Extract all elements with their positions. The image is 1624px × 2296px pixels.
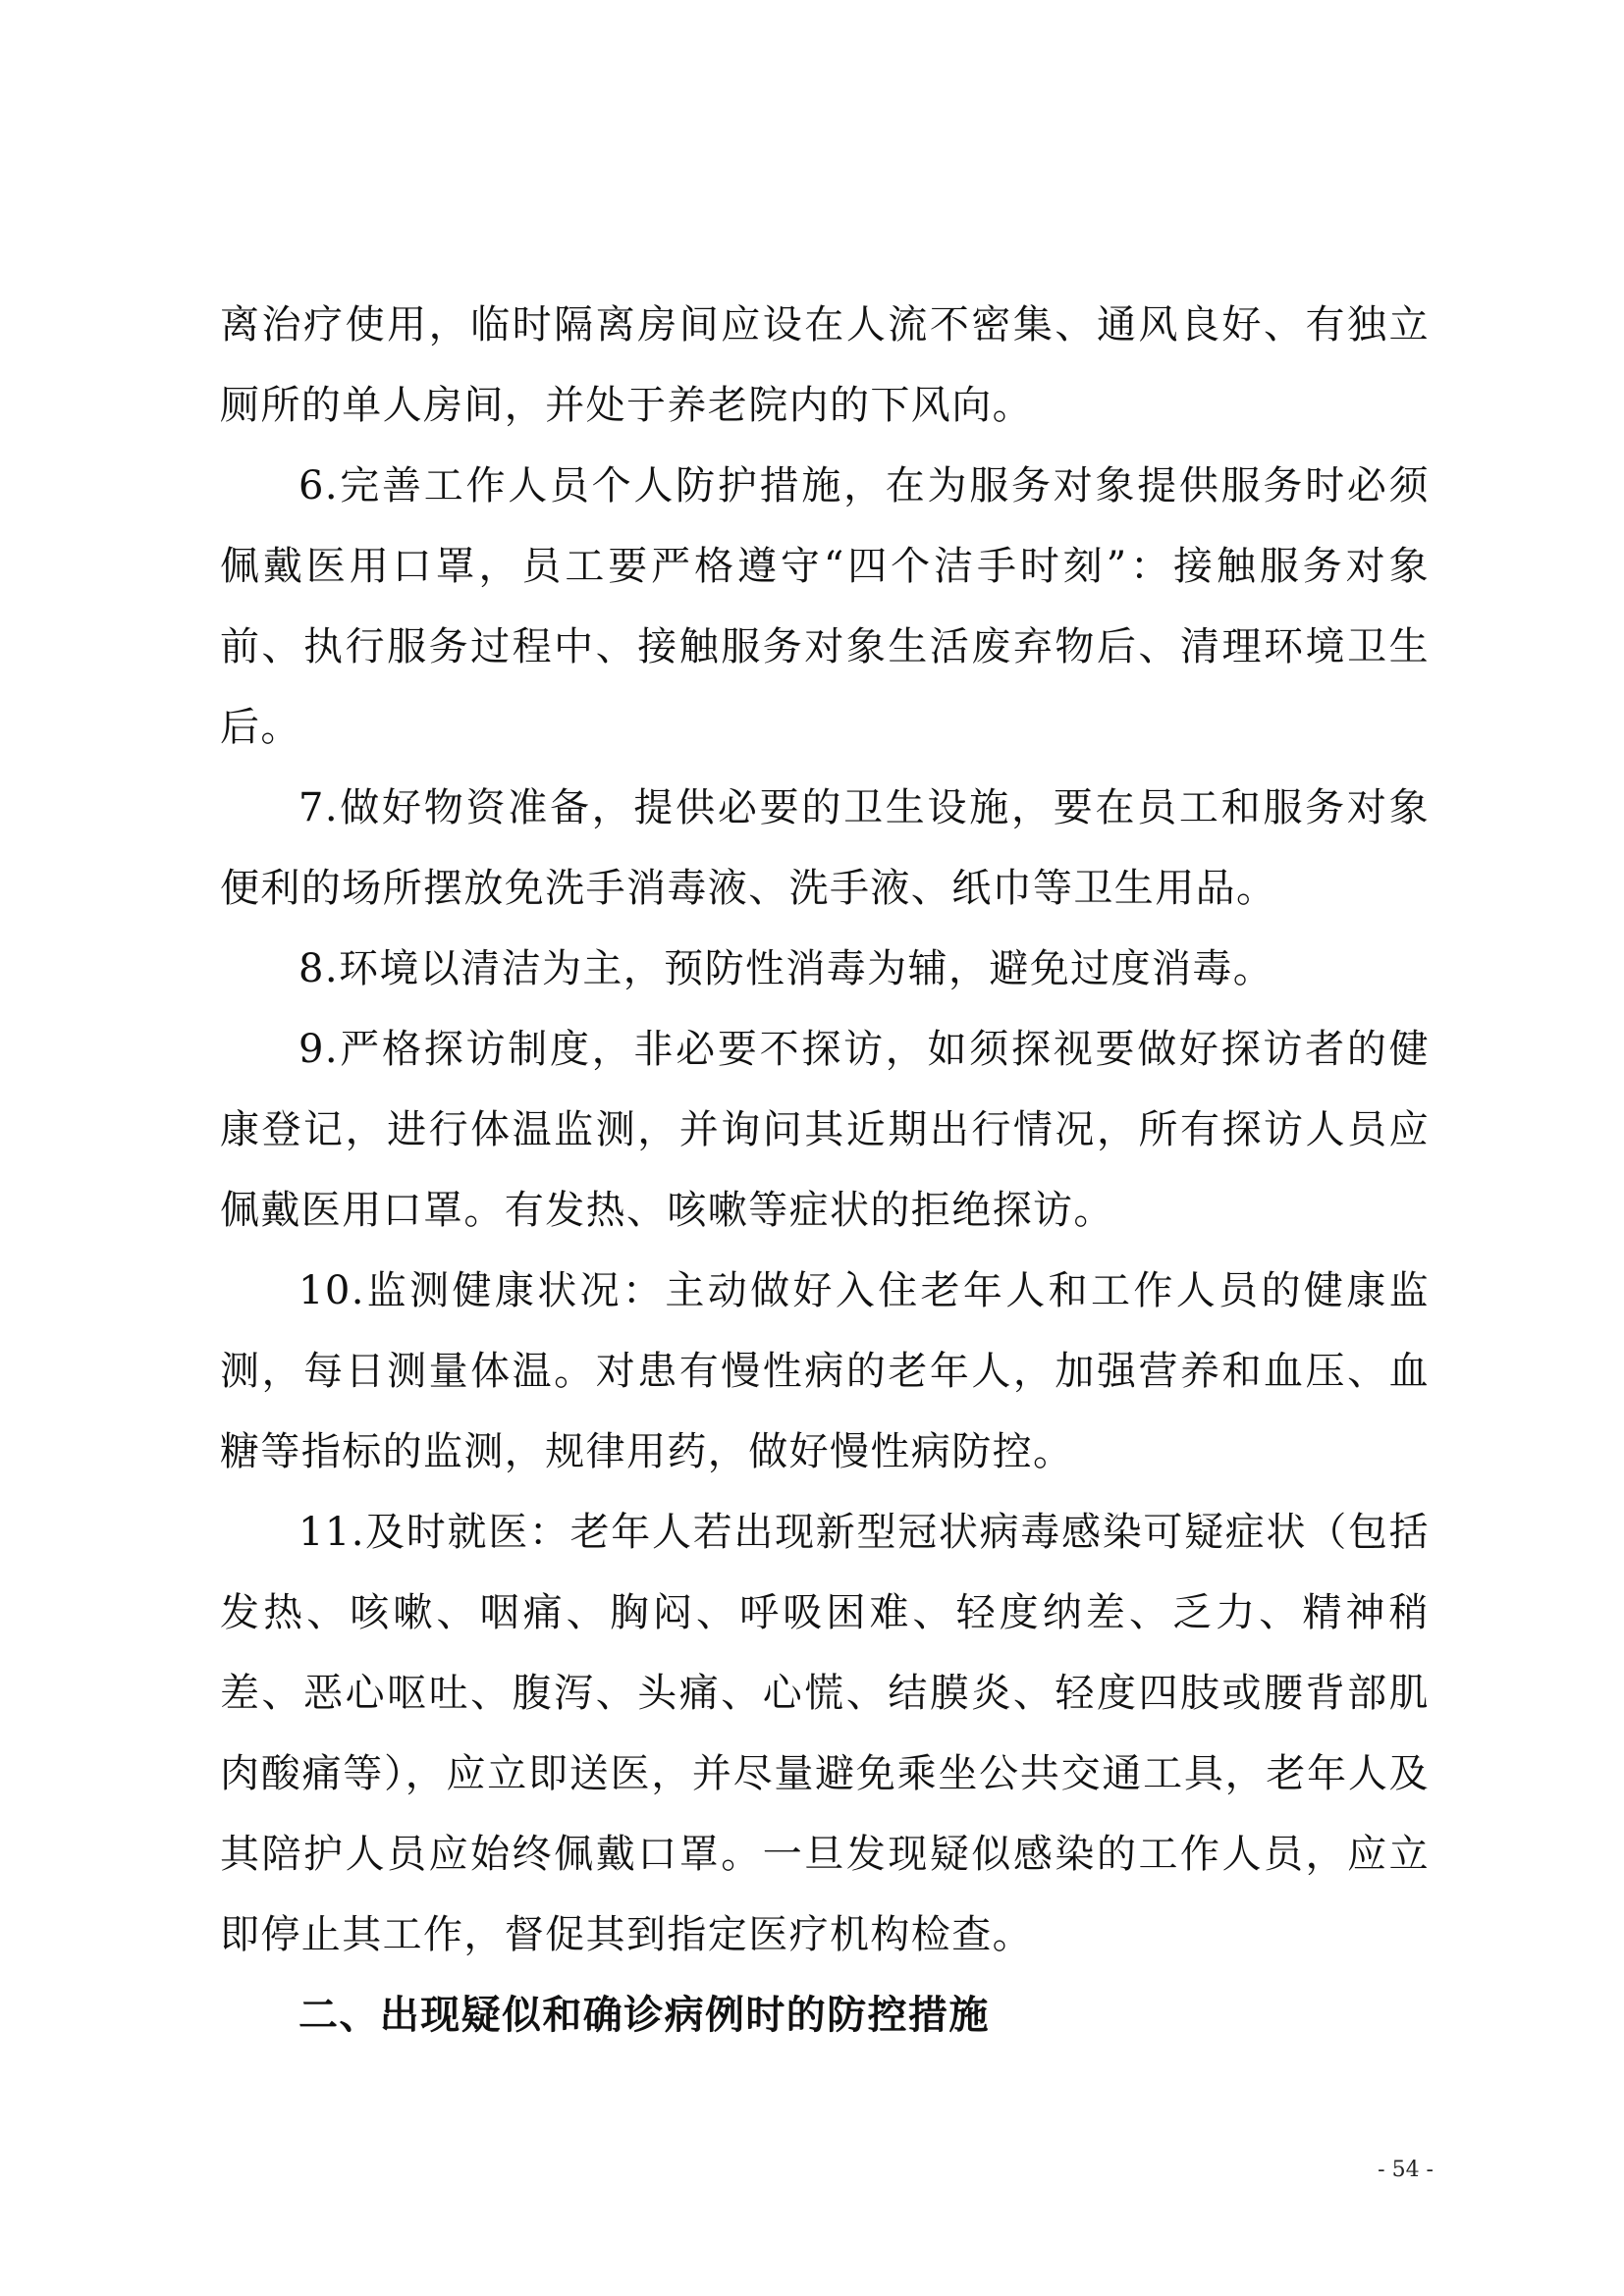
- paragraph-isolation-room: 离治疗使用，临时隔离房间应设在人流不密集、通风良好、有独立厕所的单人房间，并处于养老院内的下风向。: [220, 302, 1430, 428]
- paragraph-visiting: 9.严格探访制度，非必要不探访，如须探视要做好探访者的健康登记，进行体温监测，并询问其近期出行情况，所有探访人员应佩戴医用口罩。有发热、咳嗽等症状的拒绝探访。: [220, 1027, 1430, 1233]
- page-number: - 54 -: [1378, 2158, 1434, 2182]
- paragraph-staff-protection: 6.完善工作人员个人防护措施，在为服务对象提供服务时必须佩戴医用口罩，员工要严格遵守“四个洁手时刻”：接触服务对象前、执行服务过程中、接触服务对象生活废弃物后、清理环境卫生后。: [220, 463, 1430, 750]
- paragraph-medical-treatment: 11.及时就医：老年人若出现新型冠状病毒感染可疑症状（包括发热、咳嗽、咽痛、胸闷、呼吸困难、轻度纳差、乏力、精神稍差、恶心呕吐、腹泻、头痛、心慌、结膜炎、轻度四肢或腰背部肌肉酸痛等），应立即送医，并尽量避免乘坐公共交通工具，老年人及其陪护人员应始终佩戴口罩。一旦发现疑似感染的工作人员，应立即停止其工作，督促其到指定医疗机构检查。: [220, 1510, 1430, 1957]
- document-body: [220, 285, 1430, 2056]
- paragraph-environment: 8.环境以清洁为主，预防性消毒为辅，避免过度消毒。: [298, 946, 1274, 991]
- paragraph-supplies: 7.做好物资准备，提供必要的卫生设施，要在员工和服务对象便利的场所摆放免洗手消毒液、洗手液、纸巾等卫生用品。: [220, 785, 1430, 911]
- paragraph-health-monitoring: 10.监测健康状况：主动做好入住老年人和工作人员的健康监测，每日测量体温。对患有慢性病的老年人，加强营养和血压、血糖等指标的监测，规律用药，做好慢性病防控。: [220, 1268, 1430, 1474]
- section-heading: 二、出现疑似和确诊病例时的防控措施: [298, 1993, 990, 2038]
